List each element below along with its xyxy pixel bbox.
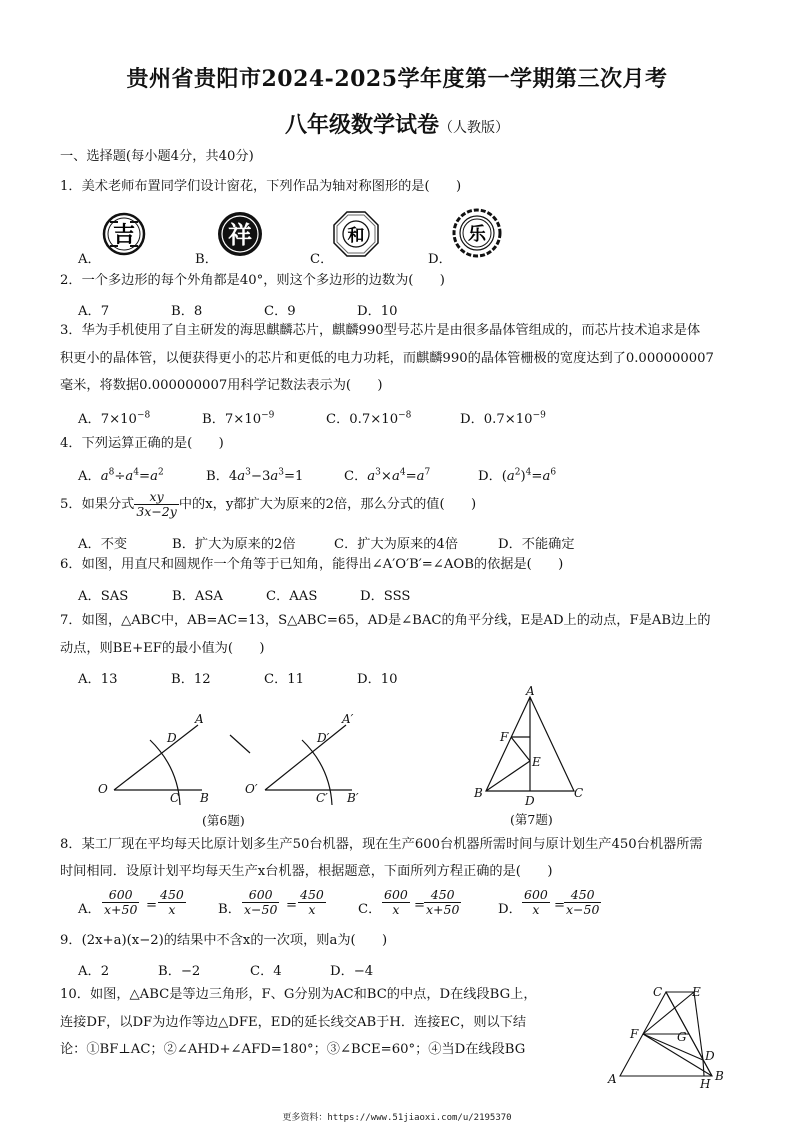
title-edition: （人教版） bbox=[439, 120, 509, 136]
section-heading: 一、选择题(每小题4分，共40分) bbox=[60, 149, 254, 164]
svg-text:B: B bbox=[474, 786, 483, 800]
svg-text:D: D bbox=[705, 1049, 715, 1063]
q1-pattern-c bbox=[332, 205, 380, 263]
svg-text:D′: D′ bbox=[317, 731, 330, 745]
svg-text:A: A bbox=[608, 1072, 617, 1086]
svg-text:G: G bbox=[677, 1030, 687, 1044]
svg-text:C: C bbox=[653, 985, 663, 999]
q1-char-d: 乐 bbox=[468, 224, 486, 245]
q9-stem: 9．(2x+a)(x−2)的结果中不含x的一次项，则a为( ) bbox=[60, 933, 388, 948]
svg-text:H: H bbox=[700, 1077, 711, 1090]
svg-text:D: D bbox=[167, 731, 177, 745]
svg-text:A: A bbox=[526, 685, 535, 698]
figure-6 bbox=[90, 705, 390, 830]
title-line2: 八年级数学试卷（人教版） bbox=[284, 112, 509, 138]
q7-line1: 7．如图，△ABC中，AB=AC=13，S△ABC=65，AD是∠BAC的角平分线，E是AD上的动点，F是AB边上的 bbox=[60, 613, 711, 628]
title-line1: 贵州省贵阳市2024-2025学年度第一学期第三次月考 bbox=[126, 66, 668, 92]
svg-text:C′: C′ bbox=[316, 791, 328, 805]
svg-text:E: E bbox=[692, 985, 701, 999]
q2-stem: 2．一个多边形的每个外角都是40°，则这个多边形的边数为( ) bbox=[60, 273, 445, 288]
fig7-caption: (第7题) bbox=[510, 812, 553, 827]
svg-text:B′: B′ bbox=[347, 791, 359, 805]
svg-text:D: D bbox=[525, 794, 535, 808]
svg-text:C: C bbox=[574, 786, 584, 800]
q8-options: A． $\frac{600}{x+50}$ = $\frac{450}{x}$ B． $\frac{600}{x-50}$ = $\frac{450}{x}$ C． $\frac{600}{x}$ = $\frac{450}{x+50}$ D． $\frac{600}{x}$ = $\frac{450}{x-50}$ bbox=[78, 887, 600, 917]
svg-text:B: B bbox=[200, 791, 209, 805]
svg-text:O′: O′ bbox=[245, 782, 258, 796]
q10-line1: 10．如图，△ABC是等边三角形，F、G分别为AC和BC的中点，D在线段BG上， bbox=[60, 987, 537, 1002]
q7-line2: 动点，则BE+EF的最小值为( ) bbox=[60, 641, 265, 656]
svg-text:A′: A′ bbox=[342, 712, 354, 726]
svg-text:F: F bbox=[500, 730, 509, 744]
q10-line3: 论：①BF⊥AC；②∠AHD+∠AFD=180°；③∠BCE=60°；④当D在线段BG bbox=[60, 1042, 526, 1057]
q3-line3: 毫米，将数据0.000000007用科学记数法表示为( ) bbox=[60, 378, 383, 393]
q4-stem: 4．下列运算正确的是( ) bbox=[60, 436, 224, 451]
fig6-caption: (第6题) bbox=[202, 813, 245, 828]
q6-stem: 6．如图，用直尺和圆规作一个角等于已知角，能得出∠A′O′B′=∠AOB的依据是( ) bbox=[60, 557, 564, 572]
q1-pattern-a bbox=[102, 205, 146, 263]
svg-text:B: B bbox=[715, 1069, 724, 1083]
svg-text:E: E bbox=[532, 755, 541, 769]
q1-char-c: 和 bbox=[347, 226, 365, 246]
figure-7 bbox=[470, 685, 600, 830]
q5-stem: 5．如果分式 $\frac{xy}{3x-2y}$ 中的x，y都扩大为原来的2倍，那么分式的值( ) bbox=[60, 489, 477, 519]
svg-text:C: C bbox=[170, 791, 180, 805]
q8-line1: 8．某工厂现在平均每天比原计划多生产50台机器，现在生产600台机器所需时间与原计划生产450台机器所需 bbox=[60, 837, 703, 852]
q1-char-a: 吉 bbox=[112, 222, 136, 248]
svg-text:O: O bbox=[98, 782, 108, 796]
footer-link[interactable]: 更多资料：https://www.51jiaoxi.com/u/2195370 bbox=[282, 1113, 512, 1123]
q1-stem: 1．美术老师布置同学们设计窗花，下列作品为轴对称图形的是( ) bbox=[60, 179, 462, 194]
q3-line1: 3．华为手机使用了自主研发的海思麒麟芯片，麒麟990型号芯片是由很多晶体管组成的，而芯片技术追求是体 bbox=[60, 323, 701, 338]
q1-pattern-d bbox=[452, 203, 502, 263]
svg-text:F: F bbox=[630, 1027, 639, 1041]
figure-10 bbox=[600, 980, 735, 1090]
q3-line2: 积更小的晶体管，以便获得更小的芯片和更低的电力功耗，而麒麟990的晶体管栅极的宽度达到了0.000000007 bbox=[60, 351, 714, 366]
q8-line2: 时间相同．设原计划平均每天生产x台机器，根据题意，下面所列方程正确的是( ) bbox=[60, 864, 553, 879]
svg-text:A: A bbox=[195, 712, 204, 726]
q10-line2: 连接DF，以DF为边作等边△DFE，ED的延长线交AB于H．连接EC，则以下结 bbox=[60, 1015, 527, 1030]
q1-char-b: 祥 bbox=[228, 220, 252, 249]
q1-pattern-b bbox=[216, 205, 264, 263]
